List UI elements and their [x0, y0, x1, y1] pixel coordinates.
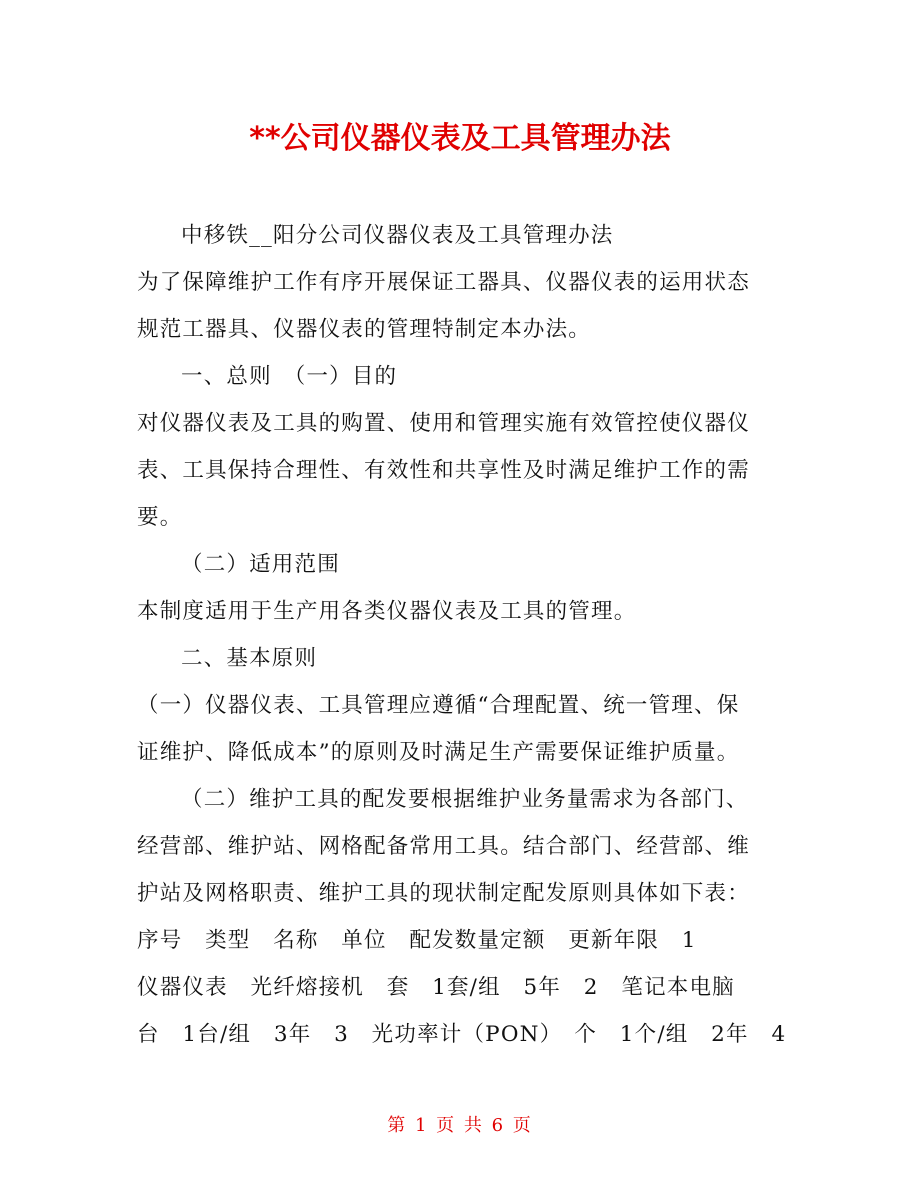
- body-line-12: 证维护、降低成本”的原则及时满足生产需要保证维护质量。: [137, 740, 740, 765]
- body-line-11: （一）仪器仪表、工具管理应遵循“合理配置、统一管理、保: [137, 693, 740, 718]
- section-heading-principles: 二、基本原则: [181, 646, 318, 671]
- page-footer: 第 1 页 共 6 页: [387, 1115, 533, 1136]
- table-text-line-3: 台 1台/组 3年 3 光功率计（PON） 个 1个/组 2年 4: [137, 1022, 787, 1047]
- table-text-line-1: 序号 类型 名称 单位 配发数量定额 更新年限 1: [137, 928, 697, 953]
- body-line-9: 本制度适用于生产用各类仪器仪表及工具的管理。: [137, 599, 637, 624]
- subsection-heading-scope: （二）适用范围: [181, 552, 340, 577]
- table-text-line-2: 仪器仪表 光纤熔接机 套 1套/组 5年 2 笔记本电脑: [137, 975, 735, 1000]
- body-line-5: 对仪器仪表及工具的购置、使用和管理实施有效管控使仪器仪: [137, 411, 750, 436]
- body-line-13: （二）维护工具的配发要根据维护业务量需求为各部门、: [181, 787, 749, 812]
- body-line-1: 中移铁__阳分公司仪器仪表及工具管理办法: [181, 223, 614, 248]
- body-line-14: 经营部、维护站、网格配备常用工具。结合部门、经营部、维: [137, 834, 750, 859]
- body-line-15: 护站及网格职责、维护工具的现状制定配发原则具体如下表：: [137, 881, 750, 906]
- document-body: [137, 212, 797, 1058]
- body-line-6: 表、工具保持合理性、有效性和共享性及时满足维护工作的需: [137, 458, 750, 483]
- document-title: **公司仪器仪表及工具管理办法: [249, 121, 671, 156]
- body-line-3: 规范工器具、仪器仪表的管理特制定本办法。: [137, 317, 592, 342]
- section-heading-general: 一、总则 （一）目的: [181, 364, 398, 389]
- body-line-2: 为了保障维护工作有序开展保证工器具、仪器仪表的运用状态: [137, 270, 750, 295]
- body-line-7: 要。: [137, 505, 183, 530]
